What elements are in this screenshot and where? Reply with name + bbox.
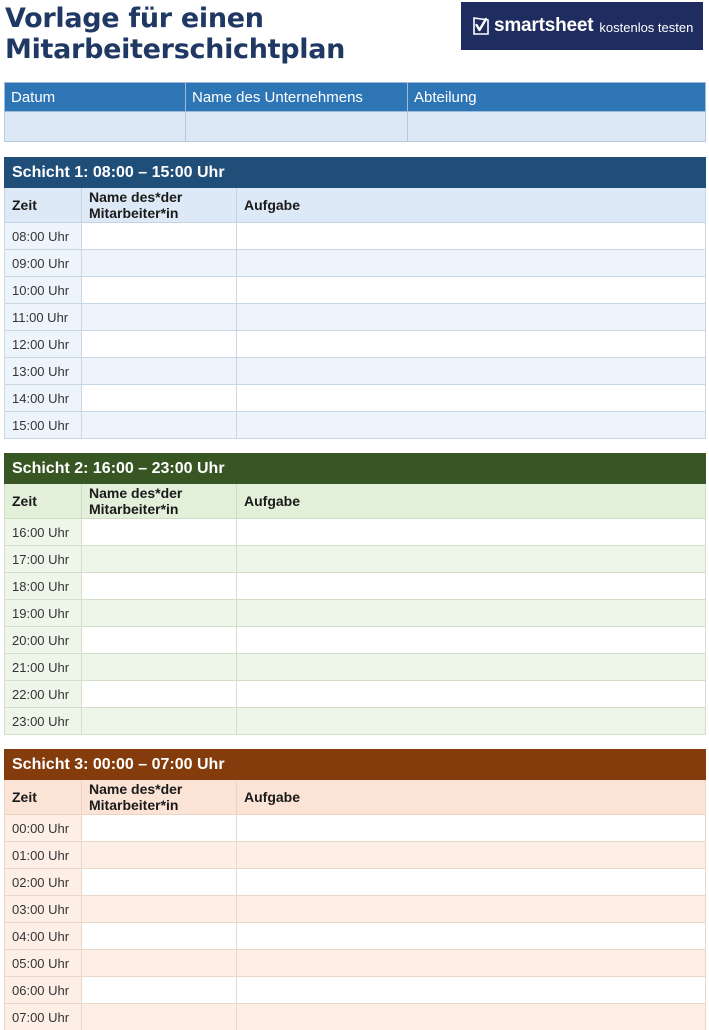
table-row <box>5 654 706 681</box>
employee-name-cell[interactable] <box>82 950 237 977</box>
task-cell[interactable] <box>237 223 706 250</box>
task-cell[interactable] <box>237 681 706 708</box>
time-cell: 19:00 Uhr <box>5 600 82 627</box>
task-cell[interactable] <box>237 385 706 412</box>
time-cell: 21:00 Uhr <box>5 654 82 681</box>
table-row <box>5 627 706 654</box>
employee-name-cell[interactable] <box>82 869 237 896</box>
task-cell[interactable] <box>237 1004 706 1030</box>
table-row <box>5 277 706 304</box>
employee-name-cell[interactable] <box>82 977 237 1004</box>
table-row <box>5 842 706 869</box>
task-cell[interactable] <box>237 896 706 923</box>
task-cell[interactable] <box>237 519 706 546</box>
time-cell: 20:00 Uhr <box>5 627 82 654</box>
task-cell[interactable] <box>237 815 706 842</box>
task-cell[interactable] <box>237 573 706 600</box>
table-row <box>5 223 706 250</box>
task-cell[interactable] <box>237 708 706 735</box>
employee-name-cell[interactable] <box>82 412 237 439</box>
column-header-task: Aufgabe <box>237 188 706 223</box>
time-cell: 01:00 Uhr <box>5 842 82 869</box>
table-row <box>5 896 706 923</box>
table-row <box>5 815 706 842</box>
table-row <box>5 519 706 546</box>
task-cell[interactable] <box>237 923 706 950</box>
time-cell: 08:00 Uhr <box>5 223 82 250</box>
employee-name-cell[interactable] <box>82 842 237 869</box>
task-cell[interactable] <box>237 331 706 358</box>
table-row <box>5 412 706 439</box>
shift-title: Schicht 2: 16:00 – 23:00 Uhr <box>5 454 706 484</box>
logo-brand: smartsheet <box>494 15 594 36</box>
table-row <box>5 950 706 977</box>
time-cell: 14:00 Uhr <box>5 385 82 412</box>
column-header-name: Name des*der Mitarbeiter*in <box>82 188 237 223</box>
employee-name-cell[interactable] <box>82 600 237 627</box>
table-row <box>5 358 706 385</box>
employee-name-cell[interactable] <box>82 627 237 654</box>
task-cell[interactable] <box>237 358 706 385</box>
employee-name-cell[interactable] <box>82 546 237 573</box>
table-row <box>5 681 706 708</box>
task-cell[interactable] <box>237 627 706 654</box>
table-row <box>5 546 706 573</box>
column-header-time: Zeit <box>5 484 82 519</box>
time-cell: 06:00 Uhr <box>5 977 82 1004</box>
employee-name-cell[interactable] <box>82 815 237 842</box>
table-row <box>5 869 706 896</box>
table-row <box>5 304 706 331</box>
employee-name-cell[interactable] <box>82 358 237 385</box>
time-cell: 02:00 Uhr <box>5 869 82 896</box>
task-cell[interactable] <box>237 600 706 627</box>
task-cell[interactable] <box>237 977 706 1004</box>
employee-name-cell[interactable] <box>82 654 237 681</box>
column-header-name: Name des*der Mitarbeiter*in <box>82 780 237 815</box>
shift-table-3 <box>4 749 706 1030</box>
shift-table-1 <box>4 157 706 439</box>
info-header-company: Name des Unternehmens <box>186 83 408 112</box>
task-cell[interactable] <box>237 546 706 573</box>
table-row <box>5 1004 706 1030</box>
table-row <box>5 600 706 627</box>
table-row <box>5 331 706 358</box>
time-cell: 05:00 Uhr <box>5 950 82 977</box>
table-row <box>5 977 706 1004</box>
info-header-date: Datum <box>5 83 186 112</box>
employee-name-cell[interactable] <box>82 708 237 735</box>
logo-cta: kostenlos testen <box>599 19 694 35</box>
task-cell[interactable] <box>237 950 706 977</box>
task-cell[interactable] <box>237 412 706 439</box>
time-cell: 13:00 Uhr <box>5 358 82 385</box>
info-header-department: Abteilung <box>408 83 706 112</box>
info-company-field[interactable] <box>186 112 408 142</box>
column-header-task: Aufgabe <box>237 780 706 815</box>
task-cell[interactable] <box>237 654 706 681</box>
employee-name-cell[interactable] <box>82 277 237 304</box>
time-cell: 11:00 Uhr <box>5 304 82 331</box>
table-row <box>5 708 706 735</box>
time-cell: 10:00 Uhr <box>5 277 82 304</box>
smartsheet-logo-button[interactable] <box>461 2 703 50</box>
task-cell[interactable] <box>237 250 706 277</box>
time-cell: 04:00 Uhr <box>5 923 82 950</box>
time-cell: 22:00 Uhr <box>5 681 82 708</box>
column-header-name: Name des*der Mitarbeiter*in <box>82 484 237 519</box>
employee-name-cell[interactable] <box>82 223 237 250</box>
task-cell[interactable] <box>237 277 706 304</box>
shift-table-2 <box>4 453 706 735</box>
task-cell[interactable] <box>237 842 706 869</box>
employee-name-cell[interactable] <box>82 385 237 412</box>
employee-name-cell[interactable] <box>82 331 237 358</box>
shift-title: Schicht 1: 08:00 – 15:00 Uhr <box>5 158 706 188</box>
employee-name-cell[interactable] <box>82 681 237 708</box>
employee-name-cell[interactable] <box>82 923 237 950</box>
info-department-field[interactable] <box>408 112 706 142</box>
smartsheet-check-icon <box>473 17 489 35</box>
time-cell: 15:00 Uhr <box>5 412 82 439</box>
time-cell: 16:00 Uhr <box>5 519 82 546</box>
column-header-task: Aufgabe <box>237 484 706 519</box>
employee-name-cell[interactable] <box>82 1004 237 1030</box>
column-header-time: Zeit <box>5 780 82 815</box>
time-cell: 18:00 Uhr <box>5 573 82 600</box>
column-header-time: Zeit <box>5 188 82 223</box>
table-row <box>5 923 706 950</box>
table-row <box>5 385 706 412</box>
time-cell: 00:00 Uhr <box>5 815 82 842</box>
info-date-field[interactable] <box>5 112 186 142</box>
employee-name-cell[interactable] <box>82 896 237 923</box>
page-title: Vorlage für einen Mitarbeiterschichtplan <box>5 3 346 65</box>
time-cell: 12:00 Uhr <box>5 331 82 358</box>
time-cell: 07:00 Uhr <box>5 1004 82 1030</box>
employee-name-cell[interactable] <box>82 573 237 600</box>
employee-name-cell[interactable] <box>82 519 237 546</box>
time-cell: 23:00 Uhr <box>5 708 82 735</box>
task-cell[interactable] <box>237 304 706 331</box>
employee-name-cell[interactable] <box>82 250 237 277</box>
time-cell: 03:00 Uhr <box>5 896 82 923</box>
task-cell[interactable] <box>237 869 706 896</box>
time-cell: 09:00 Uhr <box>5 250 82 277</box>
table-row <box>5 250 706 277</box>
employee-name-cell[interactable] <box>82 304 237 331</box>
info-table <box>4 82 706 142</box>
shift-title: Schicht 3: 00:00 – 07:00 Uhr <box>5 750 706 780</box>
table-row <box>5 573 706 600</box>
time-cell: 17:00 Uhr <box>5 546 82 573</box>
